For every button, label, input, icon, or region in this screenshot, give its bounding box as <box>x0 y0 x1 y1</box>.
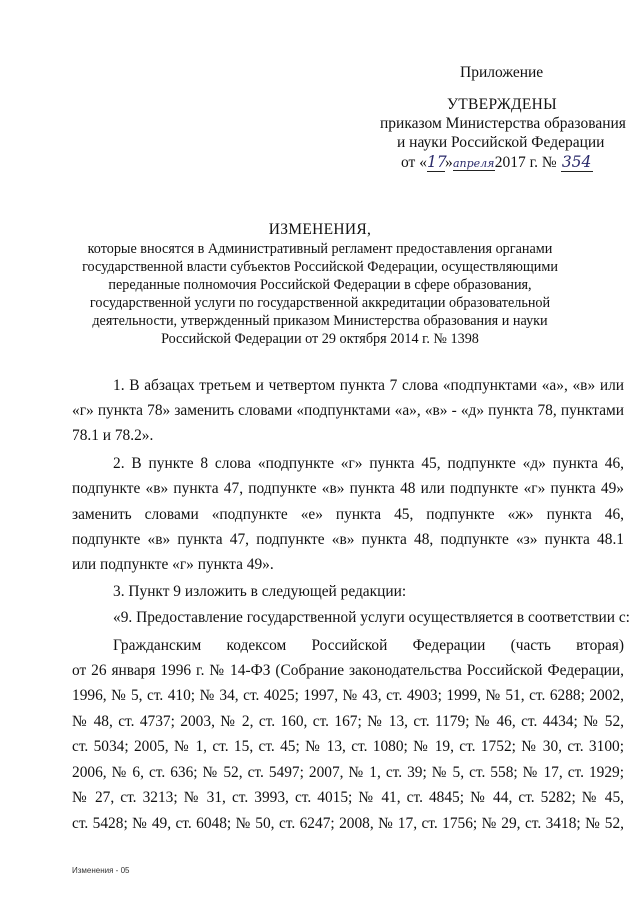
p5-line-8: ст. 5428; № 49, ст. 6048; № 50, ст. 6247; 2008, № 17, ст. 1756; № 29, ст. 3418; № 52, <box>72 815 624 832</box>
date-mid: » <box>444 154 453 171</box>
p1-line-2: «г» пункта 78» заменить словами «подпунктами «а», «в» - «д» пункта 78, пунктами <box>72 402 624 419</box>
appendix-label: Приложение <box>460 64 544 81</box>
title-line-6: Российской Федерации от 29 октября 2014 г. № 1398 <box>161 331 479 347</box>
title-line-3: переданные полномочия Российской Федерации в сфере образования, <box>108 277 532 293</box>
p5-line-4: № 48, ст. 4737; 2003, № 2, ст. 160, ст. 167; № 13, ст. 1179; № 46, ст. 4434; № 52, <box>72 713 624 730</box>
p5-line-6: 2006, № 6, ст. 636; № 52, ст. 5497; 2007, № 1, ст. 39; № 5, ст. 558; № 17, ст. 1929; <box>72 764 624 781</box>
date-prefix: от « <box>401 154 427 171</box>
p4-line: «9. Предоставление государственной услуги осуществляется в соответствии с: <box>113 609 630 626</box>
p3-line: 3. Пункт 9 изложить в следующей редакции: <box>113 583 407 600</box>
page-footer: Изменения - 05 <box>72 866 130 875</box>
order-line-2: и науки Российской Федерации <box>397 134 605 151</box>
p2-line-4: подпункте «в» пункта 47, подпункте «в» пункта 48, подпункте «з» пункта 48.1 <box>72 531 624 548</box>
title-line-2: государственной власти субъектов Российской Федерации, осуществляющими <box>82 259 558 275</box>
p5-line-3: 1996, № 5, ст. 410; № 34, ст. 4025; 1997, № 43, ст. 4903; 1999, № 51, ст. 6288; 2002, <box>72 687 624 704</box>
p5-line-5: ст. 5034; 2005, № 1, ст. 15, ст. 45; № 13, ст. 1080; № 19, ст. 1752; № 30, ст. 3100; <box>72 738 624 755</box>
approved-label: УТВЕРЖДЕНЫ <box>447 96 557 113</box>
date-year: 2017 г. № <box>494 154 557 171</box>
p5-line-2: от 26 января 1996 г. № 14-ФЗ (Собрание законодательства Российской Федерации, <box>72 662 624 679</box>
p5-line-7: № 27, ст. 3213; № 31, ст. 3993, ст. 4015; № 41, ст. 4845; № 44, ст. 5282; № 45, <box>72 789 624 806</box>
p2-line-1: 2. В пункте 8 слова «подпункте «г» пункта 45, подпункте «д» пункта 46, <box>113 455 624 472</box>
title-line-5: деятельности, утвержденный приказом Министерства образования и науки <box>92 313 548 329</box>
date-month-handwritten: апреля <box>452 157 495 170</box>
date-day-handwritten: 17 <box>426 153 447 171</box>
p5-line-1: Гражданским кодексом Российской Федерации (часть вторая) <box>113 637 624 654</box>
p1-line-1: 1. В абзацах третьем и четвертом пункта 7 слова «подпунктами «а», «в» или <box>113 377 624 394</box>
order-number-handwritten: 354 <box>561 153 592 171</box>
title-line-1: которые вносятся в Административный регламент предоставления органами <box>87 241 553 257</box>
order-date-line <box>401 153 593 172</box>
p2-line-2: подпункте «в» пункта 47, подпункте «в» пункта 48 или подпункте «г» пункта 49» <box>72 480 624 497</box>
title-line-4: государственной услуги по государственной аккредитации образовательной <box>89 295 551 311</box>
document-heading: ИЗМЕНЕНИЯ, <box>268 221 372 238</box>
p2-line-3: заменить словами «подпункте «е» пункта 45, подпункте «ж» пункта 46, <box>72 506 624 523</box>
p1-line-3: 78.1 и 78.2». <box>72 427 154 444</box>
order-line-1: приказом Министерства образования <box>380 115 626 132</box>
p2-line-5: или подпункте «г» пункта 49». <box>72 556 274 573</box>
